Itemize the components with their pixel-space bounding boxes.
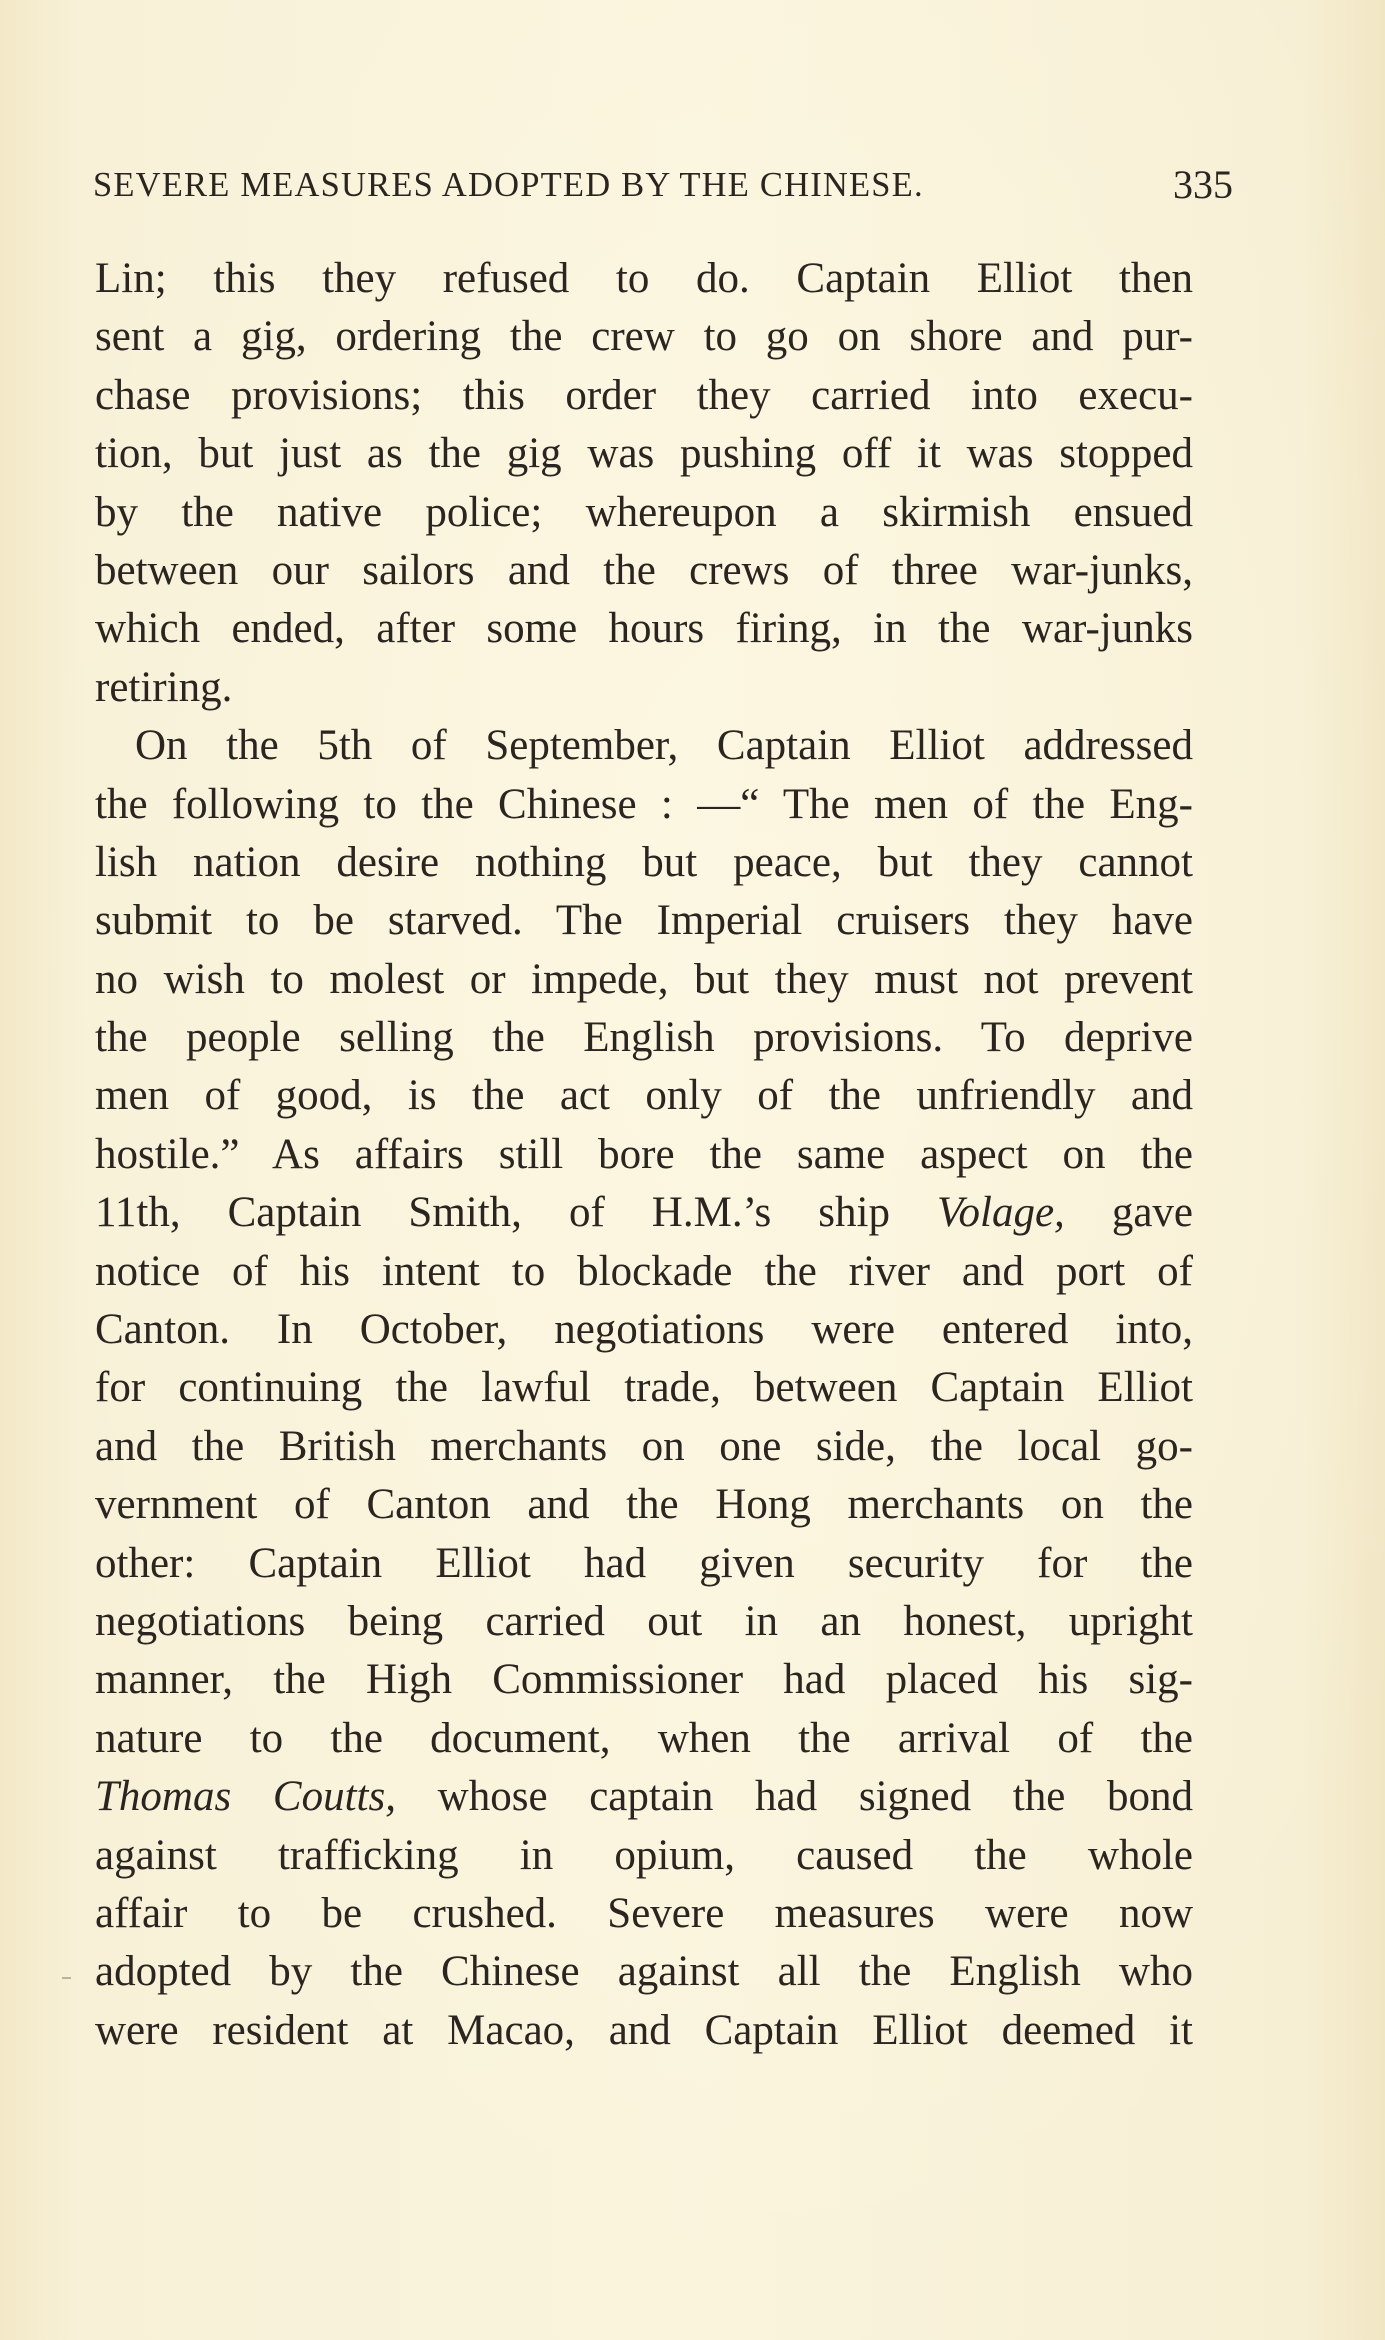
text-line: sent a gig, ordering the crew to go on shore and pur- [95,313,1193,361]
text-line: by the native police; whereupon a skirmish ensued [95,488,1193,536]
text-line: Canton. In October, negotiations were entered into, [95,1306,1193,1354]
text-line: negotiations being carried out in an honest, upright [95,1597,1193,1645]
text-line-with-ship-name [95,1768,1193,1826]
text-line: Lin; this they refused to do. Captain Elliot then [95,255,1193,302]
text-line: the people selling the English provisions. To deprive [95,1014,1193,1062]
text-line: the following to the Chinese : —“ The men of the Eng- [95,780,1193,828]
running-head: SEVERE MEASURES ADOPTED BY THE CHINESE. [93,166,924,204]
text-line: On the 5th of September, Captain Elliot addressed [135,722,1193,770]
text-line: lish nation desire nothing but peace, but they cannot [95,838,1193,886]
text-line-with-ship-name [95,1184,1193,1242]
text-line: and the British merchants on one side, the local go- [95,1422,1193,1470]
page-header [93,160,1233,210]
ship-name-italic: Volage, [937,1189,1065,1237]
text-line: affair to be crushed. Severe measures were now [95,1889,1193,1937]
text-line: nature to the document, when the arrival of the [95,1714,1193,1762]
text-line: against trafficking in opium, caused the whole [95,1831,1193,1879]
line-segment: whose captain had signed the bond [437,1773,1194,1821]
body-text [95,250,1193,2060]
page-number: 335 [1173,162,1233,207]
text-line: other: Captain Elliot had given security for the [95,1539,1193,1587]
text-line: for continuing the lawful trade, between Captain Elliot [95,1364,1193,1412]
text-line: adopted by the Chinese against all the English who [95,1948,1193,1996]
text-line: retiring. [95,663,233,711]
line-segment: 11th, Captain Smith, of H.M.’s ship [95,1189,890,1237]
text-line: no wish to molest or impede, but they must not prevent [95,955,1193,1003]
text-line: between our sailors and the crews of three war-junks, [95,546,1193,594]
line-segment: gave [1111,1189,1193,1237]
text-line: which ended, after some hours firing, in the war-junks [95,605,1193,653]
text-line: submit to be starved. The Imperial cruisers they have [95,897,1193,945]
margin-mark [62,1977,71,1979]
text-line: hostile.” As affairs still bore the same aspect on the [95,1130,1193,1178]
ship-name-italic: Thomas Coutts, [95,1773,396,1821]
text-line: were resident at Macao, and Captain Elliot deemed it [95,2006,1193,2054]
text-line: tion, but just as the gig was pushing off it was stopped [95,430,1193,478]
text-line: manner, the High Commissioner had placed his sig- [95,1656,1193,1704]
text-line: chase provisions; this order they carried into execu- [95,371,1193,419]
text-line: notice of his intent to blockade the river and port of [95,1247,1193,1295]
text-line: vernment of Canton and the Hong merchants on the [95,1481,1193,1529]
text-line: men of good, is the act only of the unfriendly and [95,1072,1193,1120]
